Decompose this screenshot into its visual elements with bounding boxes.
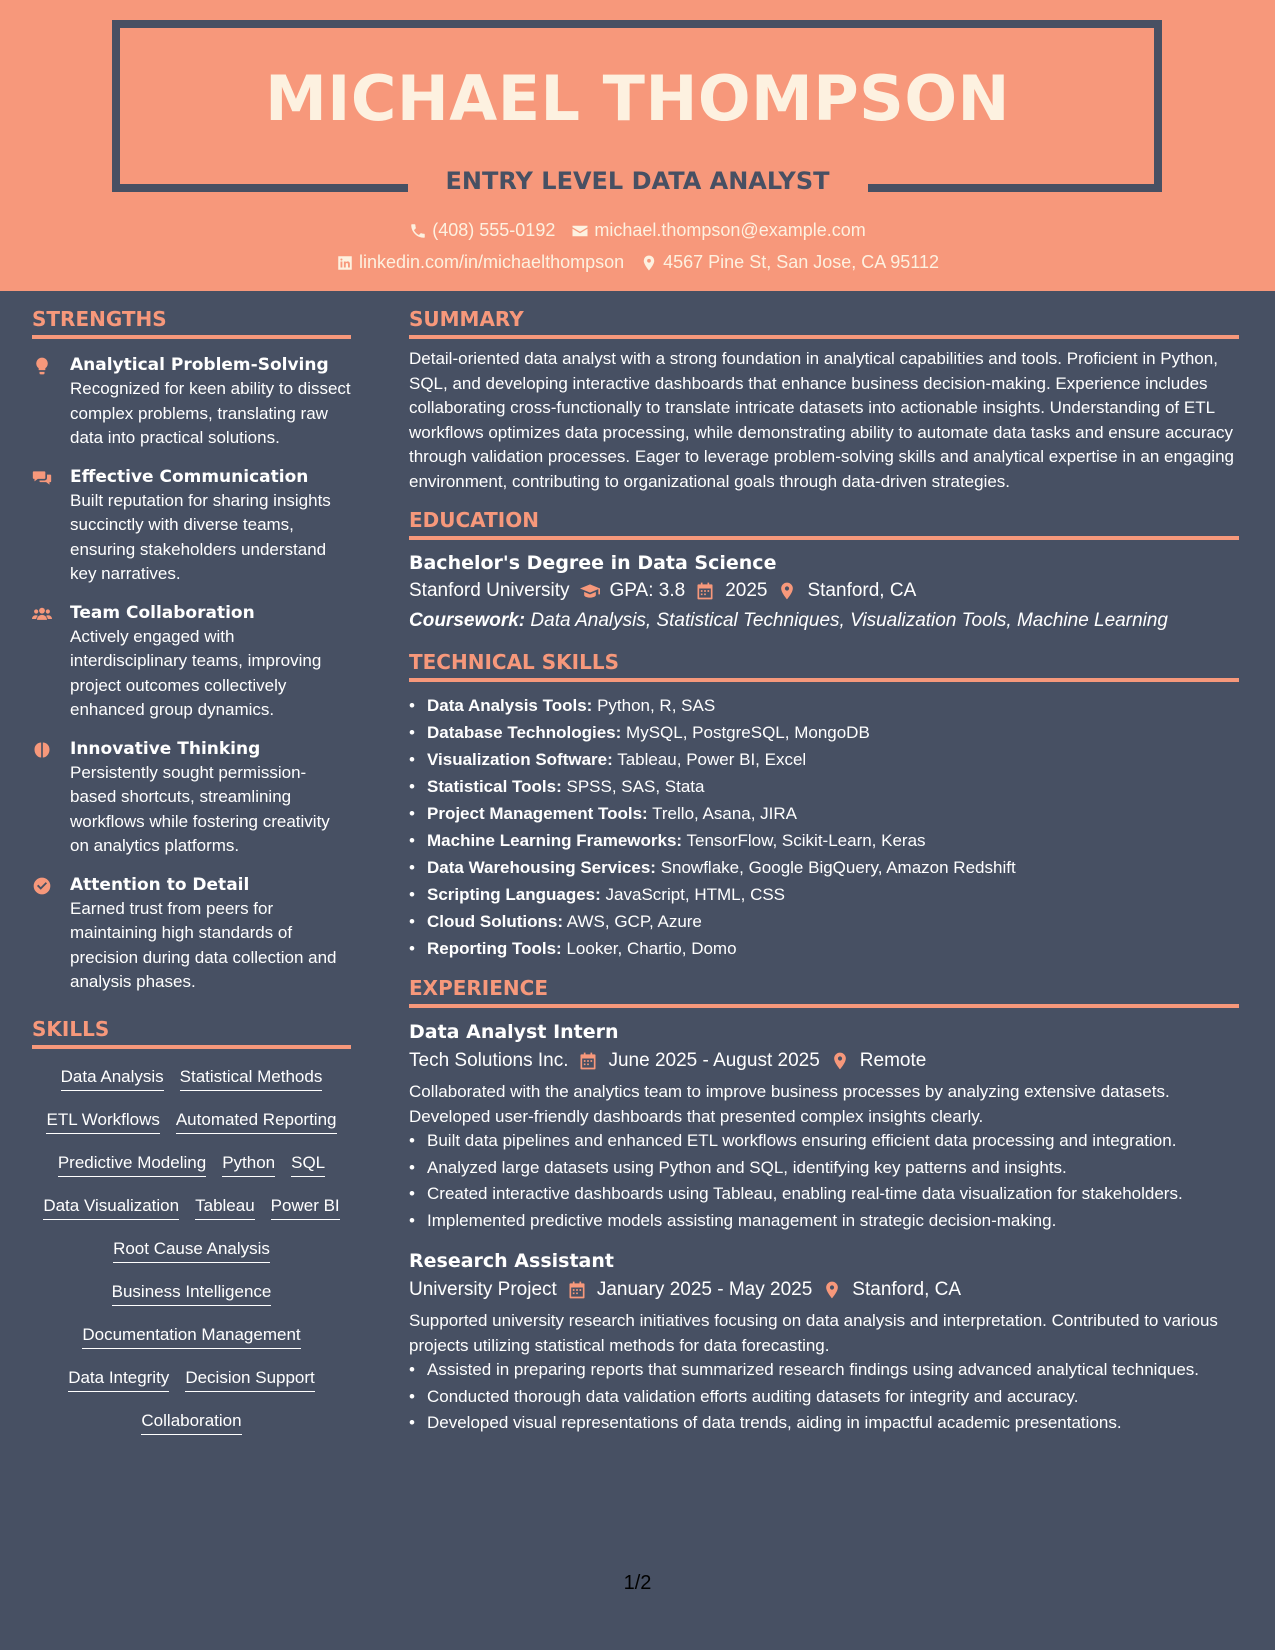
candidate-name: MICHAEL THOMPSON: [265, 62, 1010, 135]
skill-value: Snowflake, Google BigQuery, Amazon Redshift: [660, 858, 1016, 877]
list-item: • Created interactive dashboards using Tableau, enabling real-time data visualization for stakeholders.: [409, 1182, 1239, 1207]
job-meta: [409, 1046, 1239, 1076]
job-bullets: [409, 1358, 1239, 1436]
envelope-icon: [571, 222, 589, 240]
linkedin-text: linkedin.com/in/michaelthompson: [358, 252, 625, 272]
skill-tag: Decision Support: [185, 1367, 314, 1392]
job-title: ENTRY LEVEL DATA ANALYST: [445, 167, 830, 195]
resume-header: [0, 0, 1275, 291]
skill-tag: Power BI: [271, 1195, 340, 1220]
skill-tag: Python: [222, 1152, 275, 1177]
phone-contact[interactable]: [409, 220, 555, 241]
strength-title: Analytical Problem-Solving: [70, 355, 329, 375]
strength-title: Innovative Thinking: [70, 738, 261, 759]
list-item: [409, 827, 1239, 854]
strength-desc: Persistently sought permission-based shortcuts, streamlining workflows while fostering creativity on analytics platforms.: [70, 762, 330, 855]
skill-label: Scripting Languages:: [427, 885, 601, 904]
strength-title: Attention to Detail: [70, 874, 250, 895]
strength-item: [32, 873, 351, 995]
job-location: Stanford, CA: [852, 1279, 962, 1300]
list-item: • Analyzed large datasets using Python and SQL, identifying key patterns and insights.: [409, 1156, 1239, 1181]
job-title: Data Analyst Intern: [409, 1021, 619, 1043]
skill-label: Project Management Tools:: [427, 804, 648, 823]
skill-tag: Tableau: [195, 1195, 255, 1220]
strength-desc: Built reputation for sharing insights succinctly with diverse teams, ensuring stakeholders understand key narratives.: [70, 490, 331, 583]
skill-value: Tableau, Power BI, Excel: [617, 750, 807, 769]
job-entry: [409, 1018, 1239, 1233]
technical-skills-list: [409, 692, 1239, 962]
list-item: • Conducted thorough data validation efforts auditing datasets for integrity and accuracy.: [409, 1385, 1239, 1410]
job-title: Research Assistant: [409, 1250, 614, 1272]
skill-tag: Statistical Methods: [180, 1066, 323, 1091]
school-name: Stanford University: [409, 580, 570, 601]
skill-value: Looker, Chartio, Domo: [566, 939, 737, 958]
list-item: [409, 881, 1239, 908]
job-description: Supported university research initiatives focusing on data analysis and interpretation. Contributed to various projects utilizing statistical methods for data forecasting.: [409, 1311, 1218, 1355]
skill-label: Data Warehousing Services:: [427, 858, 656, 877]
calendar-icon: [567, 1280, 587, 1300]
page-number: 1/2: [623, 1572, 652, 1594]
skill-label: Database Technologies:: [427, 723, 622, 742]
skill-value: TensorFlow, Scikit-Learn, Keras: [686, 831, 926, 850]
skill-label: Data Analysis Tools:: [427, 696, 593, 715]
skill-tag: Documentation Management: [82, 1324, 300, 1349]
comments-icon: [32, 468, 52, 488]
users-icon: [32, 604, 52, 624]
skill-tag: Data Visualization: [43, 1195, 179, 1220]
skill-value: SPSS, SAS, Stata: [566, 777, 705, 796]
skill-value: JavaScript, HTML, CSS: [605, 885, 786, 904]
strength-desc: Recognized for keen ability to dissect complex problems, translating raw data into practical solutions.: [70, 379, 351, 447]
list-item: [409, 854, 1239, 881]
experience-heading: EXPERIENCE: [409, 976, 1239, 1008]
degree-title: Bachelor's Degree in Data Science: [409, 552, 777, 574]
list-item: • Developed visual representations of data trends, aiding in impactful academic presentations.: [409, 1411, 1239, 1436]
list-item: • Assisted in preparing reports that summarized research findings using advanced analytical techniques.: [409, 1358, 1239, 1383]
strengths-heading: STRENGTHS: [32, 307, 351, 339]
strength-desc: Earned trust from peers for maintaining high standards of precision during data collection and analysis phases.: [70, 898, 337, 991]
strength-item: [32, 601, 351, 723]
graduation-year: 2025: [725, 580, 768, 601]
address-contact: [640, 252, 939, 273]
skill-tag: ETL Workflows: [46, 1109, 159, 1134]
list-item: • Implemented predictive models assisting management in strategic decision-making.: [409, 1209, 1239, 1234]
company-name: University Project: [409, 1279, 557, 1300]
calendar-icon: [578, 1051, 598, 1071]
phone-text: (408) 555-0192: [432, 220, 556, 240]
education-heading: EDUCATION: [409, 508, 1239, 540]
right-column: [409, 307, 1239, 1438]
skill-label: Reporting Tools:: [427, 939, 562, 958]
skill-value: Python, R, SAS: [597, 696, 716, 715]
skill-label: Statistical Tools:: [427, 777, 562, 796]
job-dates: January 2025 - May 2025: [596, 1279, 813, 1300]
job-bullets: [409, 1129, 1239, 1233]
skill-value: MySQL, PostgreSQL, MongoDB: [626, 723, 870, 742]
summary-heading: SUMMARY: [409, 307, 1239, 339]
list-item: [409, 746, 1239, 773]
skill-tag: Business Intelligence: [112, 1281, 272, 1306]
contact-row-1: [0, 220, 1275, 241]
check-circle-icon: [32, 876, 52, 896]
contact-row-2: [0, 252, 1275, 273]
left-column: [32, 307, 351, 1444]
graduation-cap-icon: [580, 581, 600, 601]
brain-icon: [32, 740, 52, 760]
strength-title: Team Collaboration: [70, 602, 255, 623]
map-marker-icon: [830, 1051, 850, 1071]
list-item: [409, 800, 1239, 827]
skill-value: Trello, Asana, JIRA: [652, 804, 798, 823]
coursework: [409, 606, 1239, 636]
map-marker-icon: [640, 254, 658, 272]
list-item: [409, 719, 1239, 746]
strength-item: [32, 737, 351, 859]
education-meta: [409, 576, 1239, 606]
skill-tag: Predictive Modeling: [58, 1152, 206, 1177]
list-item: • Built data pipelines and enhanced ETL workflows ensuring efficient data processing and integration.: [409, 1129, 1239, 1154]
list-item: [409, 692, 1239, 719]
coursework-label: Coursework:: [409, 610, 526, 631]
job-meta: [409, 1275, 1239, 1305]
company-name: Tech Solutions Inc.: [409, 1050, 569, 1071]
technical-skills-heading: TECHNICAL SKILLS: [409, 650, 1239, 682]
address-text: 4567 Pine St, San Jose, CA 95112: [663, 252, 939, 272]
job-location: Remote: [859, 1050, 927, 1071]
skill-label: Visualization Software:: [427, 750, 613, 769]
skill-tag: Root Cause Analysis: [113, 1238, 270, 1263]
skill-tags: [32, 1057, 351, 1444]
strength-item: [32, 465, 351, 587]
list-item: [409, 773, 1239, 800]
strength-title: Effective Communication: [70, 466, 309, 487]
phone-icon: [409, 222, 427, 240]
skill-tag: Collaboration: [141, 1410, 241, 1435]
lightbulb-icon: [32, 356, 52, 376]
skill-tag: Data Integrity: [68, 1367, 169, 1392]
email-contact[interactable]: [571, 220, 865, 241]
strength-item: [32, 353, 351, 451]
skill-label: Machine Learning Frameworks:: [427, 831, 683, 850]
map-marker-icon: [777, 581, 797, 601]
skill-label: Cloud Solutions:: [427, 912, 563, 931]
email-text: michael.thompson@example.com: [594, 220, 866, 240]
skills-heading: SKILLS: [32, 1017, 351, 1049]
job-description: Collaborated with the analytics team to improve business processes by analyzing extensive datasets. Developed user-friendly dashboards that presented complex insights clearly.: [409, 1082, 1170, 1126]
skill-tag: Automated Reporting: [176, 1109, 337, 1134]
summary-text: Detail-oriented data analyst with a strong foundation in analytical capabilities and tools. Proficient in Python, SQL, and developing interactive dashboards that enhance business decision-making. Experience includes collaborating cross-functionally to translate intricate datasets into actionable insights. Understanding of ETL workflows optimizes data processing, while demonstrating ability to automate data tasks and ensure accuracy through validation processes. Eager to leverage problem-solving skills and analytical expertise in an engaging environment, contributing to organizational goals through data-driven strategies.: [409, 349, 1234, 491]
job-dates: June 2025 - August 2025: [608, 1050, 820, 1071]
list-item: [409, 935, 1239, 962]
skill-value: AWS, GCP, Azure: [566, 912, 702, 931]
education-location: Stanford, CA: [807, 580, 917, 601]
job-entry: [409, 1247, 1239, 1436]
coursework-list: Data Analysis, Statistical Techniques, Visualization Tools, Machine Learning: [530, 610, 1168, 631]
linkedin-icon: [336, 254, 354, 272]
strength-desc: Actively engaged with interdisciplinary teams, improving project outcomes collectively enhanced group dynamics.: [70, 626, 322, 719]
calendar-icon: [695, 581, 715, 601]
skill-tag: Data Analysis: [61, 1066, 164, 1091]
map-marker-icon: [822, 1280, 842, 1300]
skill-tag: SQL: [291, 1152, 325, 1177]
linkedin-contact[interactable]: [336, 252, 624, 273]
gpa: GPA: 3.8: [609, 580, 686, 601]
list-item: [409, 908, 1239, 935]
